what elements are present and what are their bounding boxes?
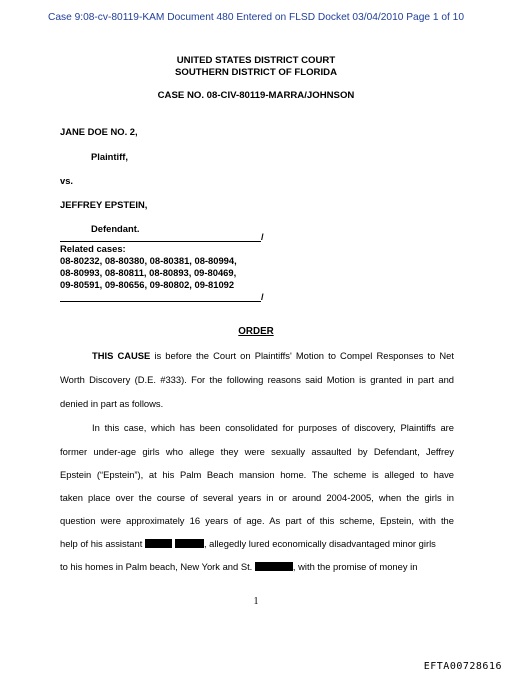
court-district: SOUTHERN DISTRICT OF FLORIDA xyxy=(174,67,338,78)
paragraph-2-line-3: Epstein (“Epstein”), at his Palm Beach mansion home. The scheme is alleged to have xyxy=(60,469,454,480)
paragraph-1-line-2: Worth Discovery (D.E. #333). For the following reasons said Motion is granted in part and xyxy=(60,374,454,385)
paragraph-2-line-6-start: help of his assistant xyxy=(60,538,145,549)
paragraph-2-line-4: taken place over the course of several years in or around 2004-2005, when the girls in xyxy=(60,492,454,503)
paragraph-2-line-6-end: , allegedly lured economically disadvantaged minor girls xyxy=(203,538,436,549)
paragraph-1-line-1 xyxy=(60,350,454,361)
bates-number: EFTA00728616 xyxy=(423,661,502,672)
related-cases-line-2: 08-80993, 08-80811, 08-80893, 09-80469, xyxy=(60,267,237,278)
docket-header: Case 9:08-cv-80119-KAM Document 480 Entered on FLSD Docket 03/04/2010 Page 1 of 10 xyxy=(47,12,465,23)
caption-rule-bottom xyxy=(60,301,261,302)
related-cases-line-1: 08-80232, 08-80380, 08-80381, 08-80994, xyxy=(60,255,237,266)
versus: vs. xyxy=(60,175,74,186)
this-cause-bold: THIS CAUSE xyxy=(92,350,151,361)
defendant-name: JEFFREY EPSTEIN, xyxy=(60,199,148,210)
paragraph-2-line-7-end: , with the promise of money in xyxy=(292,561,418,572)
redaction-block xyxy=(255,562,293,571)
order-title: ORDER xyxy=(238,326,274,337)
plaintiff-name: JANE DOE NO. 2, xyxy=(60,126,138,137)
paragraph-2-line-7 xyxy=(60,561,454,572)
defendant-role: Defendant. xyxy=(91,223,140,234)
related-cases-title: Related cases: xyxy=(60,243,126,254)
court-name: UNITED STATES DISTRICT COURT xyxy=(176,55,336,66)
paragraph-2-line-1: In this case, which has been consolidated for purposes of discovery, Plaintiffs are xyxy=(92,422,454,433)
paragraph-1-line-3: denied in part as follows. xyxy=(60,398,164,409)
paragraph-2-line-6 xyxy=(60,538,454,549)
page-number: 1 xyxy=(253,596,259,607)
caption-slash-bottom: / xyxy=(261,291,264,302)
redaction-block xyxy=(175,539,204,548)
caption-rule-top xyxy=(60,241,261,242)
paragraph-2-line-2: former under-age girls who allege they were sexually assaulted by Defendant, Jeffrey xyxy=(60,446,454,457)
case-number: CASE NO. 08-CIV-80119-MARRA/JOHNSON xyxy=(157,90,355,101)
paragraph-1-line-1-text: is before the Court on Plaintiffs' Motion to Compel Responses to Net xyxy=(150,350,455,361)
redaction-block xyxy=(145,539,172,548)
paragraph-2-line-5: question were approximately 16 years of age. As part of this scheme, Epstein, with the xyxy=(60,515,454,526)
related-cases-line-3: 09-80591, 09-80656, 09-80802, 09-81092 xyxy=(60,279,235,290)
paragraph-2-line-7-start: to his homes in Palm beach, New York and St. xyxy=(60,561,255,572)
caption-slash-top: / xyxy=(261,231,264,242)
plaintiff-role: Plaintiff, xyxy=(91,151,128,162)
